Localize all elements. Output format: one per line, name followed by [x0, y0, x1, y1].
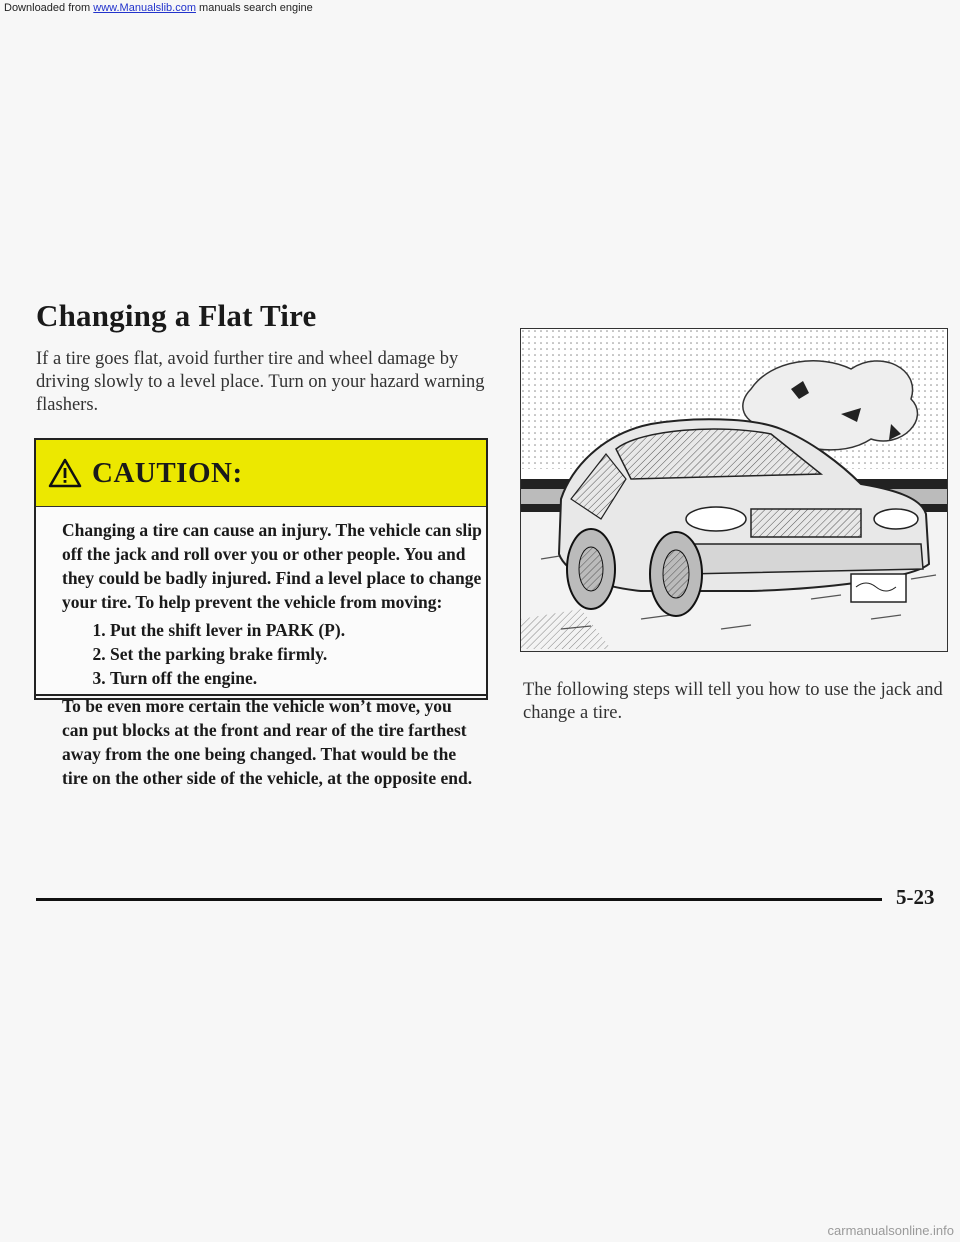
- caution-steps: [62, 618, 482, 690]
- carmanuals-watermark: carmanualsonline.info: [827, 1223, 954, 1238]
- illustration-caption: The following steps will tell you how to use the jack and change a tire.: [523, 680, 943, 723]
- warning-triangle-icon: [48, 458, 82, 488]
- intro-paragraph: If a tire goes flat, avoid further tire and wheel damage by driving slowly to a level place. Turn on your hazard warning flashers.: [36, 349, 485, 415]
- page-title: Changing a Flat Tire: [36, 298, 317, 333]
- caution-step-2: 2. Set the parking brake firmly.: [110, 642, 482, 666]
- watermark-suffix: manuals search engine: [195, 2, 313, 14]
- car-illustration: [520, 328, 948, 652]
- car-parked-illustration: [521, 329, 947, 651]
- footer-rule: [36, 898, 882, 901]
- caution-box: [34, 438, 488, 788]
- page-number: 5-23: [896, 885, 935, 909]
- caution-label: CAUTION:: [92, 456, 243, 489]
- caution-banner: [36, 440, 486, 507]
- watermark-prefix: Downloaded from: [4, 2, 94, 14]
- download-watermark: [4, 2, 313, 14]
- caution-step-1: 1. Put the shift lever in PARK (P).: [110, 618, 482, 642]
- caution-closing: To be even more certain the vehicle won’t move, you can put blocks at the front and rear of the tire farthest away from the one being changed. That would be the tire on the other side of the vehicle, at the opposite end.: [62, 696, 473, 788]
- caution-step-3: 3. Turn off the engine.: [110, 666, 482, 690]
- caution-body: [62, 518, 482, 790]
- caution-intro: Changing a tire can cause an injury. The vehicle can slip off the jack and roll over you or other people. You and they could be badly injured. Find a level place to change your tire. To help prevent the vehicle from moving:: [62, 520, 482, 612]
- manualslib-link[interactable]: www.Manualslib.com: [93, 2, 196, 14]
